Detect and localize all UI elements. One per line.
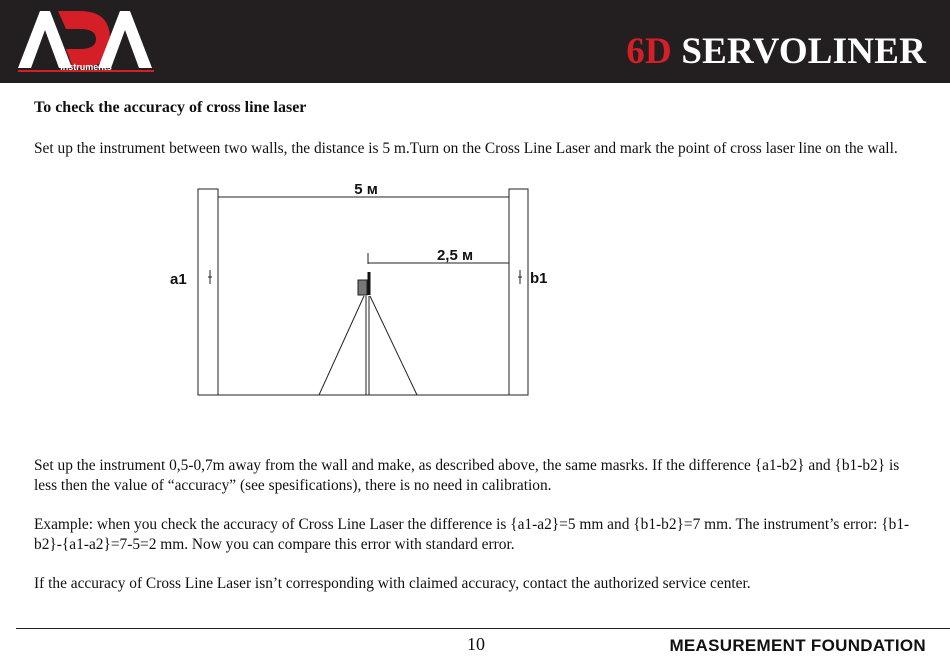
page-number: 10 — [467, 634, 485, 654]
label-distance-half: 2,5 м — [436, 247, 474, 264]
paragraph-setup: Set up the instrument between two walls, the distance is 5 m.Turn on the Cross Line Laser and mark the point of cross laser line on the wall. — [34, 140, 898, 157]
right-wall — [509, 189, 528, 395]
footer-divider — [16, 628, 950, 629]
tripod-leg-left — [319, 296, 364, 395]
label-distance-total: 5 м — [354, 181, 378, 198]
tripod-leg-right — [370, 296, 417, 395]
laser-unit — [358, 280, 367, 295]
left-wall — [198, 189, 218, 395]
label-b1: b1 — [530, 270, 548, 287]
two-walls-diagram — [160, 180, 560, 405]
paragraph-service: If the accuracy of Cross Line Laser isn’t corresponding with claimed accuracy, contact the authorized service center. — [34, 575, 751, 592]
label-a1: a1 — [170, 271, 187, 288]
ada-logo — [18, 8, 154, 76]
page-header — [0, 0, 950, 83]
paragraph-second-setup: Set up the instrument 0,5-0,7m away from the wall and make, as described above, the same masrks. If the difference {a1-b2} and {b1-b2} is less then the value of “accuracy” (see spesifications), there is no need in calibration. — [34, 457, 900, 494]
logo-subtext: instruments — [60, 62, 112, 72]
paragraph-example: Example: when you check the accuracy of Cross Line Laser the difference is {a1-a2}=5 mm and {b1-b2}=7 mm. The instrument’s error: {b1-b2}-{a1-a2}=7-5=2 mm. Now you can compare this error with standard error. — [34, 516, 910, 553]
brand-name: SERVOLINER — [681, 31, 926, 72]
section-heading: To check the accuracy of cross line laser — [34, 99, 307, 116]
brand-model: 6D — [626, 31, 672, 72]
footer-section-title: MEASUREMENT FOUNDATION — [669, 636, 926, 655]
brand-title — [626, 30, 926, 73]
